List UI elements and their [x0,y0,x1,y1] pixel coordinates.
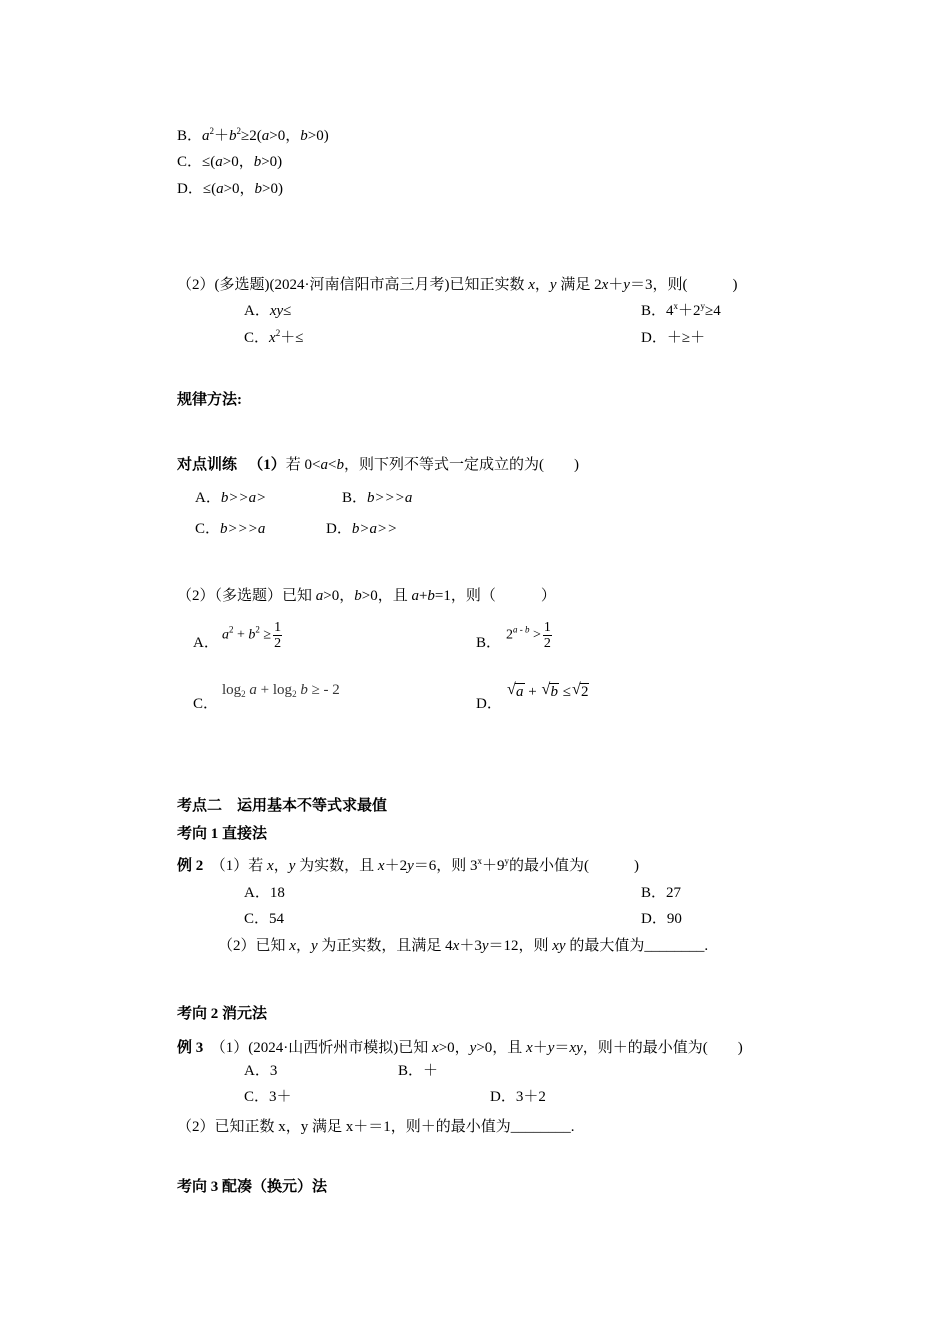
formula-two-power-a-minus-b: $2^{a - b}$ > $\frac{1}{2}$ [506,620,551,651]
drill-q2-option-b: B． [476,635,502,651]
question-2-option-c: C．$x^2+\le$ [244,328,304,346]
option-d-p1: D．≤(a>0，b>0) [177,181,284,197]
example-3-option-a: A．3 [244,1063,278,1079]
direction-3-heading: 考向 3 配凑（换元）法 [177,1179,328,1195]
question-2-option-b: B．$4^x+2^y\ge 4$ [641,301,721,319]
drill-option-a: A．b>>a> [195,490,267,506]
drill-q2-option-c: C． [193,696,219,712]
example-2-question-2: （2）已知 x，y 为正实数，且满足 4x＋3y＝12，则 xy 的最大值为________. [218,938,709,954]
example-3-question-1: 例 3 （1）(2024·山西忻州市模拟)已知 x>0，y>0，且 x＋y＝xy，则＋的最小值为( ) [177,1040,743,1056]
example-3-option-d: D．3＋2 [490,1089,546,1105]
question-2-option-a: A．xy≤ [244,303,292,319]
drill-question-2: （2）（多选题）已知 a>0，b>0，且 a+b=1，则（ ） [177,588,556,604]
question-2-stem: （2）(多选题)(2024·河南信阳市高三月考)已知正实数 x，y 满足 2x＋y＝3，则( ) [177,277,738,293]
example-2-option-c: C．54 [244,911,285,927]
example-3-question-2: （2）已知正数 x，y 满足 x＋＝1，则＋的最小值为________. [177,1119,575,1135]
drill-option-d: D．b>a>> [326,521,398,537]
drill-option-c: C．b>>>a [195,521,266,537]
formula-log-sum: $\log_2 a + \log_2 b$ ≥ - 2 [222,682,340,699]
example-2-option-b: B．27 [641,885,682,901]
question-2-option-d: D．＋≥＋ [641,330,706,346]
option-b-p1: B．$a^2+b^2\ge 2(a>0$，b>0) [177,126,329,144]
direction-2-heading: 考向 2 消元法 [177,1006,268,1022]
drill-question-1: 对点训练 （1）若 0<a<b，则下列不等式一定成立的为( ) [177,457,579,473]
section-2-title: 考点二 运用基本不等式求最值 [177,798,388,814]
example-3-option-c: C．3＋ [244,1089,292,1105]
option-c-p1: C．≤(a>0，b>0) [177,154,283,170]
formula-sqrt-sum: √ a + √ b ≤ √ 2 [507,681,589,700]
fraction-one-half: $\frac{1}{2}$ [274,620,282,651]
example-2-question-1: 例 2 （1）若 x，y 为实数，且 x＋2y＝6，则 $3^x+9^y$的最小值为( ) [177,856,640,874]
drill-option-b: B．b>>>a [342,490,413,506]
example-2-option-a: A．18 [244,885,285,901]
fraction-one-half-b: $\frac{1}{2}$ [543,620,551,651]
example-3-option-b: B．＋ [398,1063,439,1079]
direction-1-heading: 考向 1 直接法 [177,826,268,842]
example-2-option-d: D．90 [641,911,682,927]
formula-a-squared-plus-b-squared: $a^2 + b^2$ ≥ $\frac{1}{2}$ [222,620,282,651]
drill-q2-option-a: A． [193,635,219,651]
method-heading: 规律方法: [177,392,242,408]
drill-q2-option-d: D． [476,696,502,712]
